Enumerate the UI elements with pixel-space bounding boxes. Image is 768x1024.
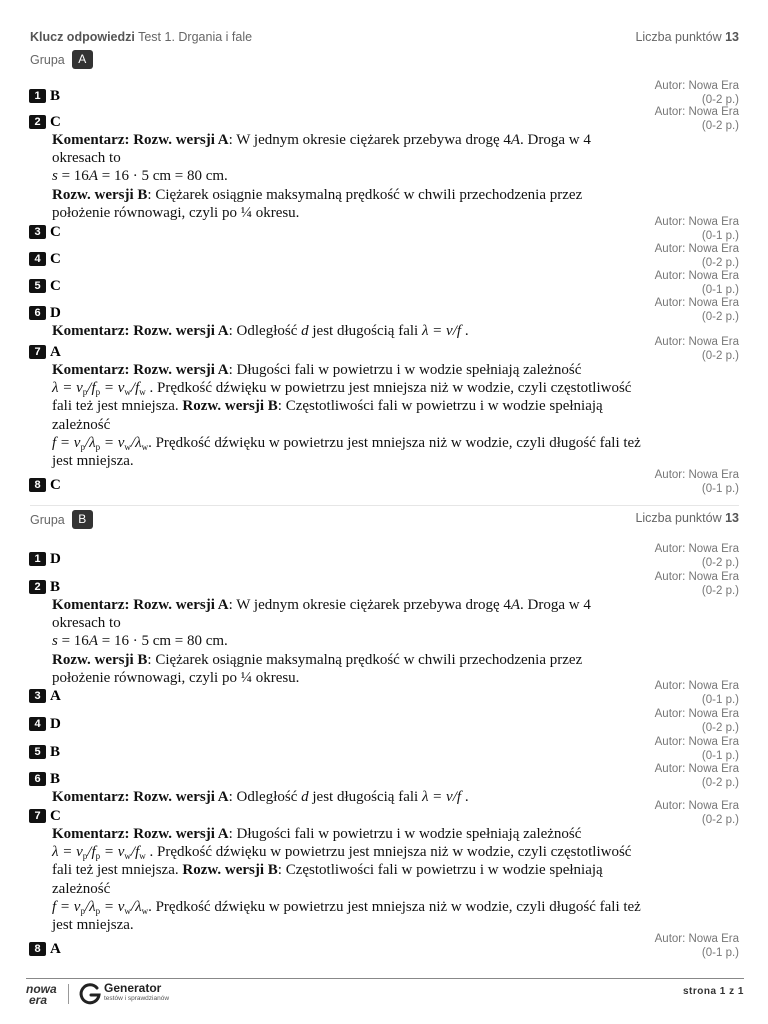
total-points-b: Liczba punktów 13 <box>635 511 739 525</box>
generator-logo-text: Generator <box>104 981 162 995</box>
question-meta: Autor: Nowa Era (0-2 p.) <box>654 336 739 362</box>
logo-separator <box>68 984 69 1004</box>
answer: B <box>50 743 61 760</box>
question-a8 <box>29 469 739 495</box>
question-number: 3 <box>29 689 46 703</box>
question-meta: Autor: Nowa Era (0-2 p.) <box>654 800 739 826</box>
question-b3 <box>29 680 739 706</box>
question-meta: Autor: Nowa Era (0-1 p.) <box>654 216 739 242</box>
question-meta: Autor: Nowa Era (0-2 p.) <box>654 708 739 734</box>
question-number: 1 <box>29 552 46 566</box>
answer-comment: Komentarz: Rozw. wersji A: Długości fali w powietrzu i w wodzie spełniają zależność $\lambda = v_p/f_p = v_w/f_w$ . Prędkość dźwięku w powietrzu jest mniejsza niż w wodzie, czyli częstotliwość fali też jest mniejsza. Rozw. wersji B: Częstotliwości fali w powietrzu i w wodzie spełniają zależność $f = v_p/\lambda_p = v_w/\lambda_w$. Prędkość dźwięku w powietrzu jest mniejsza niż w wodzie, czyli długość fali też jest mniejsza. <box>52 826 641 934</box>
question-b7 <box>29 800 739 934</box>
question-meta: Autor: Nowa Era (0-2 p.) <box>654 80 739 106</box>
group-b-heading: Grupa B <box>30 510 93 529</box>
question-a5 <box>29 270 739 296</box>
question-b4 <box>29 708 739 734</box>
nowa-era-logo: nowa era <box>26 982 57 1007</box>
answer: C <box>50 223 61 240</box>
page-header <box>30 30 739 44</box>
answer: B <box>50 87 61 104</box>
question-number: 4 <box>29 252 46 266</box>
question-number: 5 <box>29 745 46 759</box>
page-number: strona 1 z 1 <box>682 986 744 997</box>
question-number: 7 <box>29 809 46 823</box>
question-meta: Autor: Nowa Era (0-1 p.) <box>654 680 739 706</box>
question-b5 <box>29 736 739 762</box>
question-a4 <box>29 243 739 269</box>
question-a3 <box>29 216 739 242</box>
question-a7 <box>29 336 739 470</box>
question-meta: Autor: Nowa Era (0-1 p.) <box>654 736 739 762</box>
question-meta: Autor: Nowa Era (0-2 p.) <box>654 543 739 569</box>
question-number: 5 <box>29 279 46 293</box>
answer: B <box>50 578 61 595</box>
answer-comment: Komentarz: Rozw. wersji A: Odległość d jest długością fali λ = v/f . <box>52 789 469 805</box>
answer-comment: Komentarz: Rozw. wersji A: Odległość d jest długością fali λ = v/f . <box>52 323 469 339</box>
question-meta: Autor: Nowa Era (0-1 p.) <box>654 933 739 959</box>
question-meta: Autor: Nowa Era (0-2 p.) <box>654 297 739 323</box>
question-number: 4 <box>29 717 46 731</box>
group-b-badge: B <box>72 510 93 529</box>
question-meta: Autor: Nowa Era (0-2 p.) <box>654 571 739 597</box>
answer: A <box>50 343 61 360</box>
generator-g-icon <box>78 982 102 1011</box>
answer: A <box>50 687 61 704</box>
question-meta: Autor: Nowa Era (0-2 p.) <box>654 243 739 269</box>
question-number: 2 <box>29 580 46 594</box>
question-number: 2 <box>29 115 46 129</box>
answer-comment: Komentarz: Rozw. wersji A: W jednym okresie ciężarek przebywa drogę 4A. Droga w 4 okresach to s = 16A = 16 · 5 cm = 80 cm. Rozw. wersji B: Ciężarek osiągnie maksymalną prędkość w chwili przechodzenia przez położenie równowagi, czyli po ¼ okresu. <box>52 132 591 221</box>
question-number: 1 <box>29 89 46 103</box>
answer-comment: Komentarz: Rozw. wersji A: Długości fali w powietrzu i w wodzie spełniają zależność $\lambda = v_p/f_p = v_w/f_w$ . Prędkość dźwięku w powietrzu jest mniejsza niż w wodzie, czyli częstotliwość fali też jest mniejsza. Rozw. wersji B: Częstotliwości fali w powietrzu i w wodzie spełniają zależność $f = v_p/\lambda_p = v_w/\lambda_w$. Prędkość dźwięku w powietrzu jest mniejsza niż w wodzie, czyli długość fali też jest mniejsza. <box>52 362 641 470</box>
question-b8 <box>29 933 739 959</box>
question-number: 8 <box>29 942 46 956</box>
answer: C <box>50 250 61 267</box>
question-a1 <box>29 80 739 106</box>
question-a2 <box>29 106 739 222</box>
question-number: 8 <box>29 478 46 492</box>
total-points: Liczba punktów 13 <box>635 30 739 44</box>
group-divider <box>30 505 739 506</box>
answer: A <box>50 940 61 957</box>
generator-logo-subtext: testów i sprawdzianów <box>104 995 170 1002</box>
document-title: Klucz odpowiedzi Test 1. Drgania i fale <box>30 30 253 44</box>
group-a-badge: A <box>72 50 93 69</box>
question-meta: Autor: Nowa Era (0-1 p.) <box>654 270 739 296</box>
answer: C <box>50 113 61 130</box>
answer: D <box>50 550 61 567</box>
question-number: 6 <box>29 772 46 786</box>
question-b2 <box>29 571 739 687</box>
answer: B <box>50 770 61 787</box>
question-b1 <box>29 543 739 569</box>
answer: C <box>50 476 61 493</box>
footer-divider <box>26 978 744 979</box>
answer-comment: Komentarz: Rozw. wersji A: W jednym okresie ciężarek przebywa drogę 4A. Droga w 4 okresach to s = 16A = 16 · 5 cm = 80 cm. Rozw. wersji B: Ciężarek osiągnie maksymalną prędkość w chwili przechodzenia przez położenie równowagi, czyli po ¼ okresu. <box>52 597 591 686</box>
question-a6 <box>29 297 739 340</box>
group-a-heading: Grupa A <box>30 50 93 69</box>
answer: D <box>50 304 61 321</box>
question-number: 7 <box>29 345 46 359</box>
question-meta: Autor: Nowa Era (0-2 p.) <box>654 106 739 132</box>
answer: C <box>50 277 61 294</box>
answer: C <box>50 807 61 824</box>
answer: D <box>50 715 61 732</box>
question-meta: Autor: Nowa Era (0-1 p.) <box>654 469 739 495</box>
question-number: 3 <box>29 225 46 239</box>
question-b6 <box>29 763 739 806</box>
question-meta: Autor: Nowa Era (0-2 p.) <box>654 763 739 789</box>
question-number: 6 <box>29 306 46 320</box>
